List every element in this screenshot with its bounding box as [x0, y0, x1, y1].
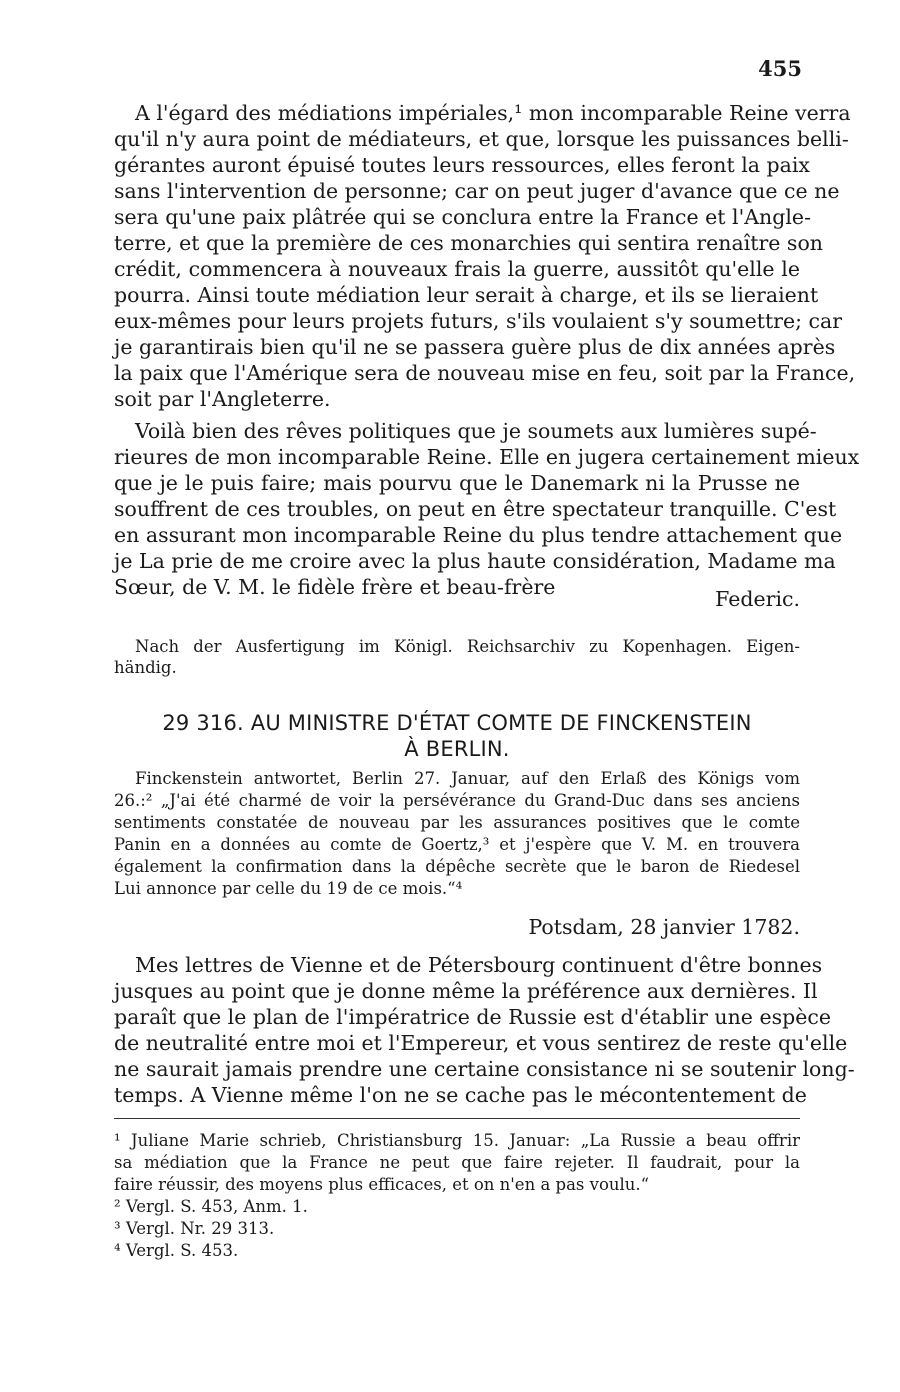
letter-line: sera qu'une paix plâtrée qui se conclura entre la France et l'Angle-	[114, 205, 811, 229]
source-note-line: händig.	[114, 658, 177, 677]
summary-line: sentiments constatée de nouveau par les assurances positives que le comte	[114, 813, 800, 832]
letter-line: en assurant mon incomparable Reine du plus tendre attachement que	[114, 523, 843, 547]
summary-line: 26.:² „J'ai été charmé de voir la persévérance du Grand-Duc dans ses anciens	[114, 791, 800, 810]
footnote-line: ⁴ Vergl. S. 453.	[114, 1241, 239, 1260]
letter-line: je La prie de me croire avec la plus haute considération, Madame ma	[114, 549, 836, 573]
signature: Federic.	[715, 587, 800, 611]
letter-line: A l'égard des médiations impériales,¹ mon incomparable Reine verra	[135, 101, 851, 125]
letter-line: crédit, commencera à nouveaux frais la guerre, aussitôt qu'elle le	[114, 257, 800, 281]
document-heading-continued: À BERLIN.	[404, 737, 510, 761]
dateline: Potsdam, 28 janvier 1782.	[528, 915, 800, 939]
summary-line: Finckenstein antwortet, Berlin 27. Januar, auf den Erlaß des Königs vom	[135, 769, 800, 788]
source-note-line: Nach der Ausfertigung im Königl. Reichsarchiv zu Kopenhagen. Eigen-	[135, 637, 800, 656]
body-line: temps. A Vienne même l'on ne se cache pas le mécontentement de	[114, 1083, 807, 1107]
letter-line: que je le puis faire; mais pourvu que le Danemark ni la Prusse ne	[114, 471, 800, 495]
letter-line: eux-mêmes pour leurs projets futurs, s'ils voulaient s'y soumettre; car	[114, 309, 843, 333]
body-line: Mes lettres de Vienne et de Pétersbourg continuent d'être bonnes	[135, 953, 823, 977]
letter-line: qu'il n'y aura point de médiateurs, et que, lorsque les puissances belli-	[114, 127, 849, 151]
body-line: ne saurait jamais prendre une certaine consistance ni se soutenir long-	[114, 1057, 855, 1081]
letter-line: je garantirais bien qu'il ne se passera guère plus de dix années après	[114, 335, 836, 359]
footnote-line: ² Vergl. S. 453, Anm. 1.	[114, 1197, 308, 1216]
letter-line: souffrent de ces troubles, on peut en être spectateur tranquille. C'est	[114, 497, 837, 521]
summary-line: également la confirmation dans la dépêche secrète que le baron de Riedesel	[114, 857, 800, 876]
body-line: paraît que le plan de l'impératrice de Russie est d'établir une espèce	[114, 1005, 831, 1029]
letter-line: rieures de mon incomparable Reine. Elle en jugera certainement mieux	[114, 445, 860, 469]
letter-line: Sœur, de V. M. le fidèle frère et beau-frère	[114, 575, 556, 599]
letter-line: terre, et que la première de ces monarchies qui sentira renaître son	[114, 231, 824, 255]
page-number: 455	[758, 56, 802, 81]
letter-line: Voilà bien des rêves politiques que je soumets aux lumières supé-	[135, 419, 817, 443]
letter-line: sans l'intervention de personne; car on peut juger d'avance que ce ne	[114, 179, 840, 203]
footnote-line: ¹ Juliane Marie schrieb, Christiansburg 15. Januar: „La Russie a beau offrir	[114, 1131, 800, 1150]
body-line: jusques au point que je donne même la préférence aux dernières. Il	[114, 979, 818, 1003]
footnote-divider	[114, 1118, 800, 1119]
letter-line: la paix que l'Amérique sera de nouveau mise en feu, soit par la France,	[114, 361, 856, 385]
document-heading: 29 316. AU MINISTRE D'ÉTAT COMTE DE FINCKENSTEIN	[162, 711, 752, 735]
letter-line: gérantes auront épuisé toutes leurs ressources, elles feront la paix	[114, 153, 810, 177]
footnote-line: sa médiation que la France ne peut que faire rejeter. Il faudrait, pour la	[114, 1153, 800, 1172]
summary-line: Panin en a données au comte de Goertz,³ et j'espère que V. M. en trouvera	[114, 835, 800, 854]
footnote-line: faire réussir, des moyens plus efficaces, et on n'en a pas voulu.“	[114, 1175, 650, 1194]
body-line: de neutralité entre moi et l'Empereur, et vous sentirez de reste qu'elle	[114, 1031, 848, 1055]
summary-line: Lui annonce par celle du 19 de ce mois.“⁴	[114, 879, 463, 898]
letter-line: pourra. Ainsi toute médiation leur serait à charge, et ils se lieraient	[114, 283, 819, 307]
letter-line: soit par l'Angleterre.	[114, 387, 331, 411]
footnote-line: ³ Vergl. Nr. 29 313.	[114, 1219, 275, 1238]
